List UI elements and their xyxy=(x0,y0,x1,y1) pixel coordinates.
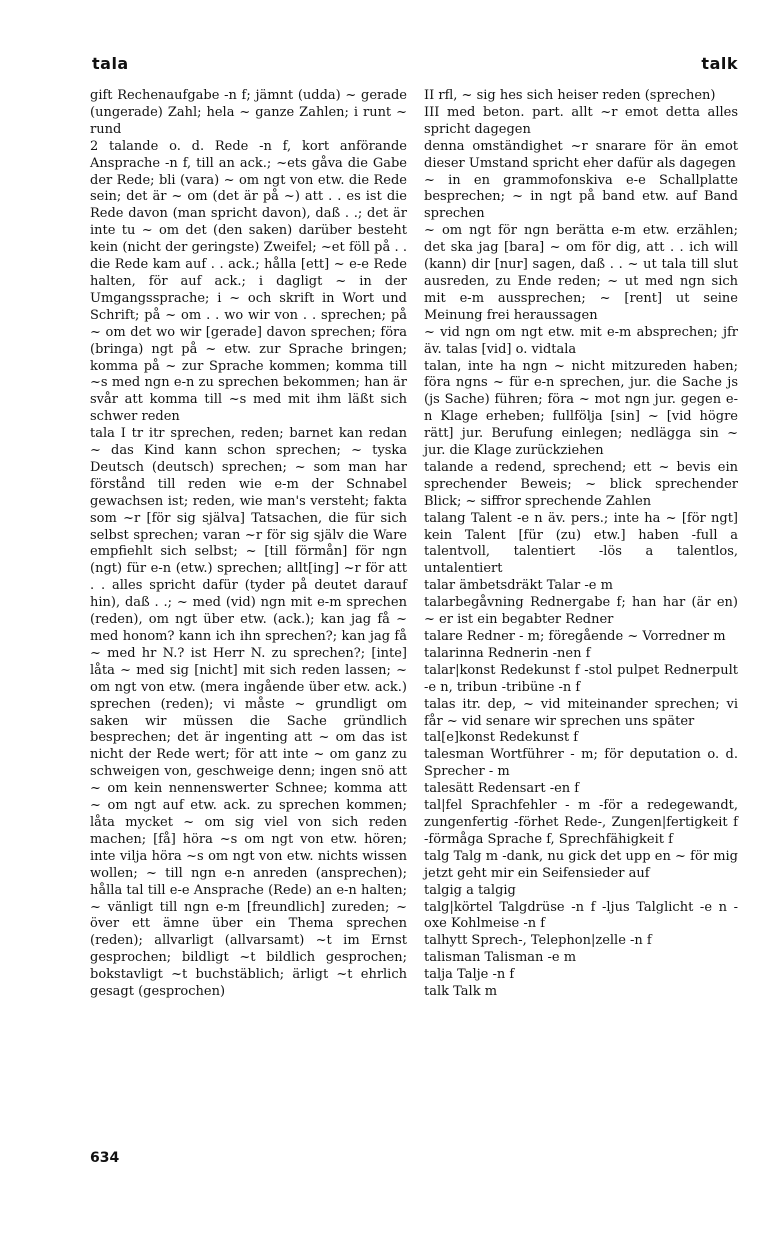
entry-paragraph: denna omständighet ~r snarare för än emot dieser Umstand spricht eher dafür als dagegen xyxy=(424,138,738,171)
entry-paragraph: tal[e]konst Redekunst f xyxy=(424,730,579,746)
entry-paragraph: talar ämbetsdräkt Talar -e m xyxy=(424,578,613,594)
entry-paragraph: tala I tr itr sprechen, reden; barnet kan redan ~ das Kind kann schon sprechen; ~ tyska Deutsch (deutsch) sprechen; ~ som man har förstånd till reden wie e-m der Schnabel gewachsen ist; reden, wie man's versteht; fakta som ~r [för sig själva] Tatsachen, die für sich selbst sprechen; varan ~r för sig själv die Ware empfiehlt sich selbst; ~ [till förmån] för ngn (ngt) für e-n (etw.) sprechen; allt[ing] ~r för att . . alles spricht dafür (tyder på deutet darauf hin), daß . .; ~ med (vid) ngn mit e-m sprechen (reden), om ngt über etw. (ack.); kan jag få ~ med honom? kann ich ihn sprechen?; kan jag få ~ med hr N.? ist Herr N. zu sprechen?; [inte] låta ~ med sig [nicht] mit sich reden lassen; ~ om ngt von etw. (mera ingående über etw. ack.) sprechen (reden); vi måste ~ grundligt om saken wir müssen die Sache gründlich besprechen; det är ingenting att ~ om das ist nicht der Rede wert; för att inte ~ om ganz zu schweigen von, geschweige denn; ingen snö att ~ om kein nennenswerter Schnee; komma att ~ om ngt auf etw. ack. zu sprechen kommen; låta mycket ~ om sig viel von sich reden machen; [få] höra ~s om ngt von etw. hören; inte vilja höra ~s om ngt von etw. nichts wissen wollen; ~ till ngn e-n anreden (ansprechen); hålla tal till e-e Ansprache (Rede) an e-n halten; ~ vänligt till ngn e-m [freundlich] zureden; ~ över ett ämne über ein Thema sprechen (reden); allvarligt (allvarsamt) ~t im Ernst gesprochen; bildligt ~t bildlich gesprochen; bokstavligt ~t buchstäblich; ärligt ~t ehrlich gesagt (gesprochen) xyxy=(90,426,407,1000)
entry-paragraph: talisman Talisman -e m xyxy=(424,950,577,966)
dictionary-column-right xyxy=(424,88,738,1001)
entry-paragraph: gift Rechenaufgabe -n f; jämnt (udda) ~ gerade (ungerade) Zahl; hela ~ ganze Zahlen; i runt ~ rund xyxy=(90,88,407,137)
running-head-left: tala xyxy=(92,54,129,73)
entry-paragraph: talare Redner - m; föregående ~ Vorredner m xyxy=(424,629,726,644)
running-head-right: talk xyxy=(701,54,738,73)
entry-paragraph: III med beton. part. allt ~r emot detta alles spricht dagegen xyxy=(424,104,738,137)
entry-paragraph: talg|körtel Talgdrüse -n f -ljus Talglicht -e n -oxe Kohlmeise -n f xyxy=(424,899,738,932)
entry-paragraph: ~ vid ngn om ngt etw. mit e-m absprechen; jfr äv. talas [vid] o. vidtala xyxy=(424,324,738,357)
entry-paragraph: talan, inte ha ngn ~ nicht mitzureden haben; föra ngns ~ für e-n sprechen, jur. die Sache js (js Sache) führen; föra ~ mot ngn jur. gegen e-n Klage erheben; fullfölja [sin] ~ [vid högre rätt] jur. Berufung einlegen; nedlägga sin ~ jur. die Klage zurückziehen xyxy=(424,358,738,459)
entry-paragraph: tal|fel Sprachfehler - m -för a redegewandt, zungenfertig -förhet Rede-, Zungen|fertigkeit f -förmåga Sprache f, Sprechfähigkeit f xyxy=(424,798,738,847)
entry-paragraph: talarinna Rednerin -nen f xyxy=(424,645,591,661)
entry-paragraph: talgig a talgig xyxy=(424,882,516,898)
entry-paragraph: talhytt Sprech-, Telephon|zelle -n f xyxy=(424,933,652,949)
entry-paragraph: talar|konst Redekunst f -stol pulpet Rednerpult -e n, tribun -tribüne -n f xyxy=(424,662,738,695)
entry-paragraph: 2 talande o. d. Rede -n f, kort anförande Ansprache -n f, till an ack.; ~ets gåva die Gabe der Rede; bli (vara) ~ om ngt von etw. die Rede sein; det är ~ om (det är på ~) att . . es ist die Rede davon (man spricht davon), daß . .; det är inte tu ~ om det (den saken) darüber besteht kein (nicht der geringste) Zweifel; ~et föll på . . die Rede kam auf . . ack.; hålla [ett] ~ e-e Rede halten, för auf ack.; i dagligt ~ in der Umgangssprache; i ~ och skrift in Wort und Schrift; på ~ om . . wo wir von . . sprechen; på ~ om det wo wir [gerade] davon sprechen; föra (bringa) ngt på ~ etw. zur Sprache bringen; komma på ~ zur Sprache kommen; komma till ~s med ngn e-n zu sprechen bekommen; han är svår att komma till ~s med mit ihm läßt sich schwer reden xyxy=(90,138,407,425)
entry-paragraph: talang Talent -e n äv. pers.; inte ha ~ [för ngt] kein Talent [für (zu) etw.] haben -full a talentvoll, talentiert -lös a talentlos, untalentiert xyxy=(424,510,738,577)
dictionary-column-left xyxy=(90,88,407,1001)
entry-paragraph: II rfl, ~ sig hes sich heiser reden (sprechen) xyxy=(424,88,716,103)
entry-paragraph: ~ om ngt för ngn berätta e-m etw. erzählen; det ska jag [bara] ~ om för dig, att . . ich will (kann) dir [nur] sagen, daß . . ~ ut tala till slut ausreden, zu Ende reden; ~ ut med ngn sich mit e-m aussprechen; ~ [rent] ut seine Meinung frei heraussagen xyxy=(424,223,738,323)
entry-paragraph: talesman Wortführer - m; för deputation o. d. Sprecher - m xyxy=(424,747,738,780)
entry-paragraph: talesätt Redensart -en f xyxy=(424,781,580,797)
entry-paragraph: ~ in en grammofonskiva e-e Schallplatte besprechen; ~ in ngt på band etw. auf Band sprechen xyxy=(424,172,738,222)
entry-paragraph: talg Talg m -dank, nu gick det upp en ~ för mig jetzt geht mir ein Seifensieder auf xyxy=(424,848,738,881)
entry-paragraph: talas itr. dep, ~ vid miteinander sprechen; vi får ~ vid senare wir sprechen uns später xyxy=(424,696,738,729)
entry-paragraph: talarbegåvning Rednergabe f; han har (är en) ~ er ist ein begabter Redner xyxy=(424,595,738,628)
entry-paragraph: talja Talje -n f xyxy=(424,967,515,983)
page-number: 634 xyxy=(90,1150,120,1166)
entry-paragraph: talk Talk m xyxy=(424,984,498,1000)
entry-paragraph: talande a redend, sprechend; ett ~ bevis ein sprechender Beweis; ~ blick sprechender Blick; ~ siffror sprechende Zahlen xyxy=(424,459,738,509)
